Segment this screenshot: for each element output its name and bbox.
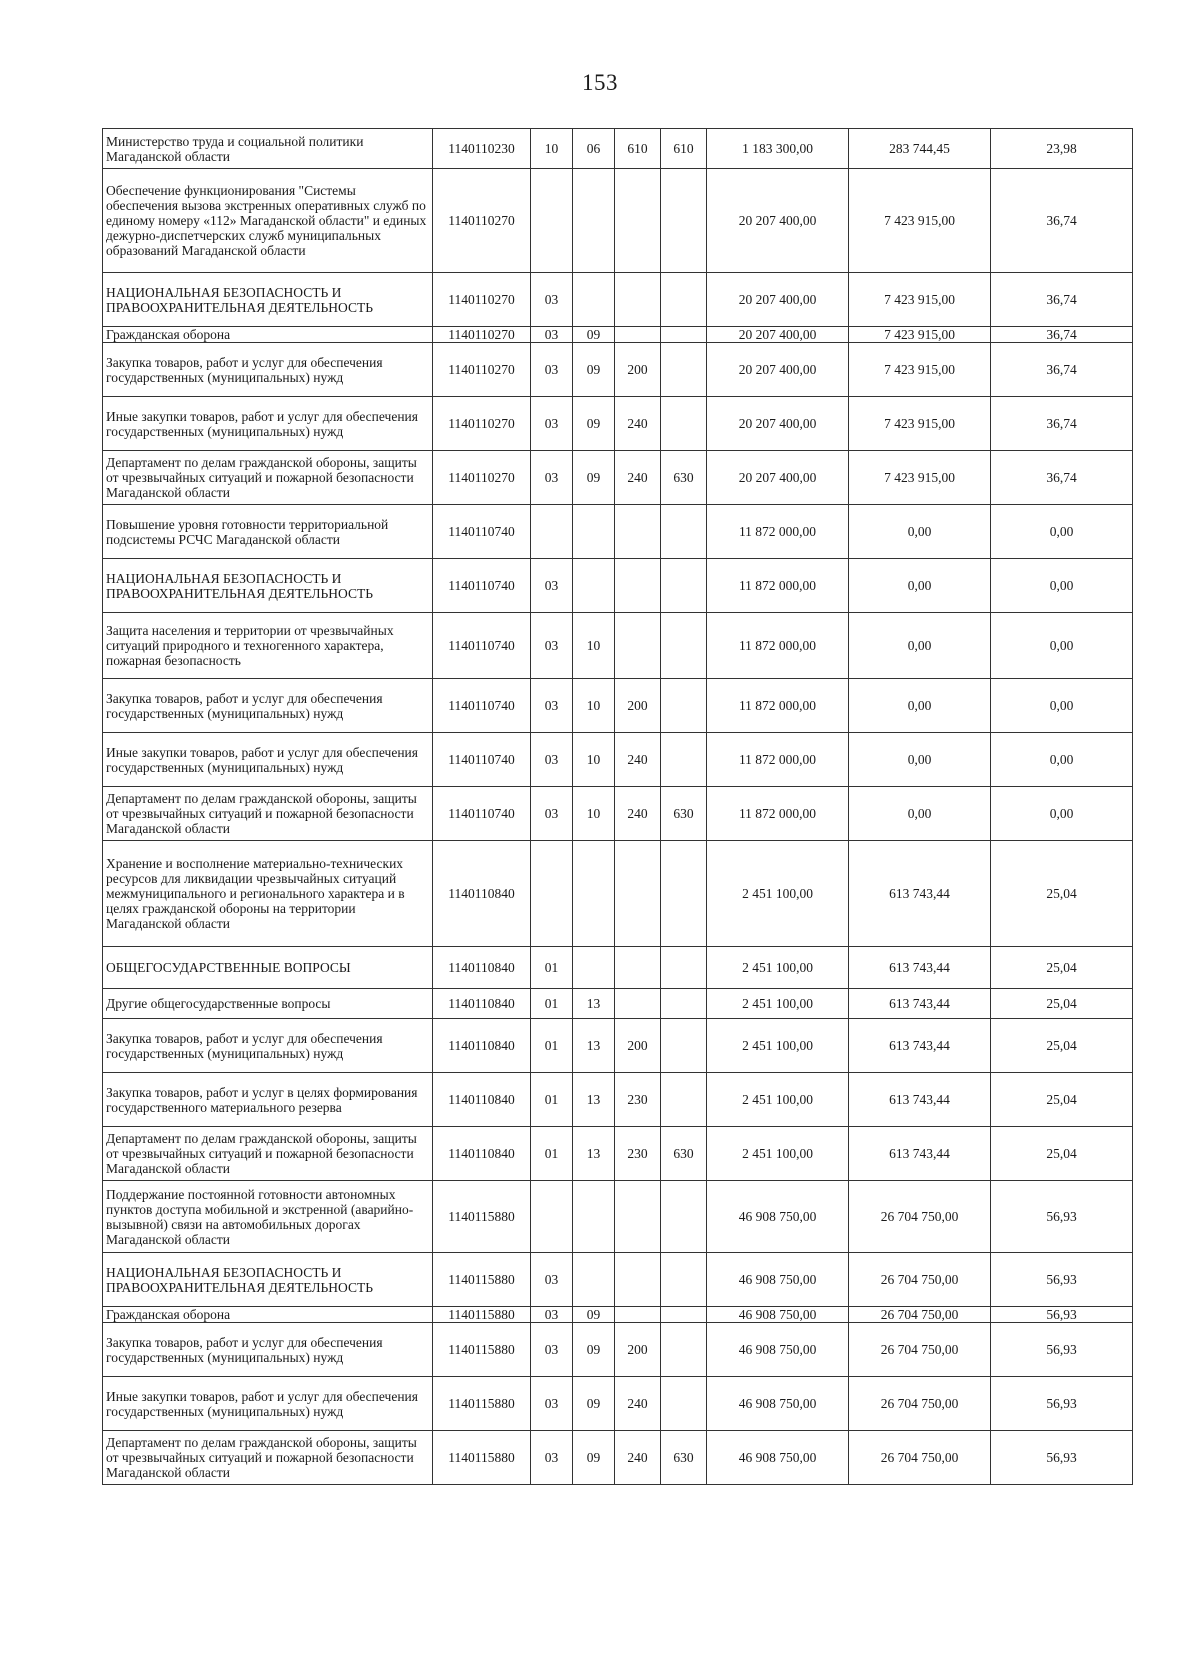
row-execution-percent: 56,93 — [991, 1431, 1133, 1485]
row-section: 03 — [531, 1323, 573, 1377]
row-target-code: 1140110270 — [433, 273, 531, 327]
row-name: НАЦИОНАЛЬНАЯ БЕЗОПАСНОСТЬ И ПРАВООХРАНИТЕЛЬНАЯ ДЕЯТЕЛЬНОСТЬ — [103, 559, 433, 613]
row-target-code: 1140110740 — [433, 733, 531, 787]
row-name: Повышение уровня готовности территориальной подсистемы РСЧС Магаданской области — [103, 505, 433, 559]
row-expense-type: 230 — [615, 1127, 661, 1181]
row-name: Иные закупки товаров, работ и услуг для обеспечения государственных (муниципальных) нужд — [103, 397, 433, 451]
table-row — [103, 559, 1133, 613]
row-target-code: 1140110840 — [433, 989, 531, 1019]
budget-table — [102, 128, 1133, 1485]
row-subsection: 13 — [573, 1019, 615, 1073]
table-row — [103, 343, 1133, 397]
row-plan-amount: 2 451 100,00 — [707, 1019, 849, 1073]
table-row — [103, 989, 1133, 1019]
row-actual-amount: 0,00 — [849, 613, 991, 679]
row-target-code: 1140110740 — [433, 613, 531, 679]
row-execution-percent: 56,93 — [991, 1181, 1133, 1253]
table-row — [103, 1127, 1133, 1181]
row-section: 01 — [531, 1127, 573, 1181]
row-subsection: 13 — [573, 989, 615, 1019]
row-plan-amount: 46 908 750,00 — [707, 1253, 849, 1307]
row-subsection: 10 — [573, 787, 615, 841]
row-execution-percent: 0,00 — [991, 733, 1133, 787]
row-plan-amount: 2 451 100,00 — [707, 1073, 849, 1127]
row-name: Департамент по делам гражданской обороны, защиты от чрезвычайных ситуаций и пожарной безопасности Магаданской области — [103, 1127, 433, 1181]
row-section: 03 — [531, 451, 573, 505]
row-name: Хранение и восполнение материально-технических ресурсов для ликвидации чрезвычайных ситуаций межмуниципального и регионального характера и в целях гражданской обороны на территории Магаданской области — [103, 841, 433, 947]
row-actual-amount: 0,00 — [849, 505, 991, 559]
row-section: 01 — [531, 1073, 573, 1127]
row-section: 01 — [531, 947, 573, 989]
row-execution-percent: 56,93 — [991, 1377, 1133, 1431]
row-actual-amount: 26 704 750,00 — [849, 1323, 991, 1377]
row-plan-amount: 20 207 400,00 — [707, 169, 849, 273]
row-expense-type: 240 — [615, 787, 661, 841]
row-name: Закупка товаров, работ и услуг для обеспечения государственных (муниципальных) нужд — [103, 1323, 433, 1377]
row-subsection: 09 — [573, 343, 615, 397]
row-plan-amount: 46 908 750,00 — [707, 1307, 849, 1323]
row-name: Поддержание постоянной готовности автономных пунктов доступа мобильной и экстренной (аварийно-вызывной) связи на автомобильных дорогах Магаданской области — [103, 1181, 433, 1253]
table-row — [103, 397, 1133, 451]
row-execution-percent: 25,04 — [991, 1127, 1133, 1181]
row-section: 03 — [531, 1253, 573, 1307]
page-number: 153 — [582, 70, 618, 95]
row-target-code: 1140110840 — [433, 947, 531, 989]
row-name: Департамент по делам гражданской обороны, защиты от чрезвычайных ситуаций и пожарной безопасности Магаданской области — [103, 787, 433, 841]
row-plan-amount: 11 872 000,00 — [707, 787, 849, 841]
table-row — [103, 1181, 1133, 1253]
row-target-code: 1140110270 — [433, 451, 531, 505]
row-execution-percent: 56,93 — [991, 1323, 1133, 1377]
row-plan-amount: 11 872 000,00 — [707, 679, 849, 733]
row-actual-amount: 26 704 750,00 — [849, 1181, 991, 1253]
row-name: Обеспечение функционирования "Системы обеспечения вызова экстренных оперативных служб по единому номеру «112» Магаданской области" и единых дежурно-диспетчерских служб муниципальных образований Магаданской области — [103, 169, 433, 273]
row-target-code: 1140110270 — [433, 343, 531, 397]
row-actual-amount: 26 704 750,00 — [849, 1307, 991, 1323]
row-target-code: 1140115880 — [433, 1431, 531, 1485]
row-actual-amount: 7 423 915,00 — [849, 327, 991, 343]
row-execution-percent: 25,04 — [991, 841, 1133, 947]
row-actual-amount: 283 744,45 — [849, 129, 991, 169]
row-administrator — [661, 169, 707, 273]
row-target-code: 1140110840 — [433, 841, 531, 947]
row-administrator — [661, 733, 707, 787]
row-execution-percent: 0,00 — [991, 679, 1133, 733]
row-actual-amount: 7 423 915,00 — [849, 273, 991, 327]
row-administrator — [661, 1323, 707, 1377]
row-execution-percent: 0,00 — [991, 559, 1133, 613]
row-expense-type — [615, 1307, 661, 1323]
row-target-code: 1140110270 — [433, 327, 531, 343]
row-subsection: 10 — [573, 679, 615, 733]
row-section: 01 — [531, 989, 573, 1019]
row-actual-amount: 7 423 915,00 — [849, 451, 991, 505]
row-section — [531, 169, 573, 273]
row-name: Департамент по делам гражданской обороны, защиты от чрезвычайных ситуаций и пожарной безопасности Магаданской области — [103, 1431, 433, 1485]
row-target-code: 1140110740 — [433, 559, 531, 613]
row-plan-amount: 46 908 750,00 — [707, 1181, 849, 1253]
row-name: Защита населения и территории от чрезвычайных ситуаций природного и техногенного характера, пожарная безопасность — [103, 613, 433, 679]
row-actual-amount: 0,00 — [849, 787, 991, 841]
row-expense-type — [615, 1253, 661, 1307]
row-expense-type — [615, 505, 661, 559]
row-actual-amount: 26 704 750,00 — [849, 1431, 991, 1485]
row-target-code: 1140110270 — [433, 169, 531, 273]
row-actual-amount: 0,00 — [849, 733, 991, 787]
row-actual-amount: 613 743,44 — [849, 841, 991, 947]
row-administrator — [661, 841, 707, 947]
row-execution-percent: 25,04 — [991, 1073, 1133, 1127]
row-actual-amount: 613 743,44 — [849, 989, 991, 1019]
row-section: 03 — [531, 1431, 573, 1485]
budget-table-body — [103, 129, 1133, 1485]
row-subsection: 09 — [573, 1323, 615, 1377]
row-section: 01 — [531, 1019, 573, 1073]
row-plan-amount: 20 207 400,00 — [707, 343, 849, 397]
row-name: Закупка товаров, работ и услуг для обеспечения государственных (муниципальных) нужд — [103, 343, 433, 397]
row-plan-amount: 11 872 000,00 — [707, 613, 849, 679]
row-administrator — [661, 327, 707, 343]
row-subsection — [573, 1253, 615, 1307]
table-row — [103, 451, 1133, 505]
row-subsection: 09 — [573, 1377, 615, 1431]
row-administrator — [661, 397, 707, 451]
row-subsection — [573, 947, 615, 989]
row-expense-type: 200 — [615, 679, 661, 733]
row-expense-type: 230 — [615, 1073, 661, 1127]
row-expense-type: 200 — [615, 343, 661, 397]
row-plan-amount: 46 908 750,00 — [707, 1431, 849, 1485]
row-name: Иные закупки товаров, работ и услуг для обеспечения государственных (муниципальных) нужд — [103, 733, 433, 787]
row-expense-type — [615, 169, 661, 273]
row-plan-amount: 46 908 750,00 — [707, 1323, 849, 1377]
row-subsection: 09 — [573, 1307, 615, 1323]
row-section: 03 — [531, 343, 573, 397]
row-plan-amount: 2 451 100,00 — [707, 989, 849, 1019]
table-row — [103, 733, 1133, 787]
row-expense-type — [615, 989, 661, 1019]
row-subsection: 06 — [573, 129, 615, 169]
row-administrator: 610 — [661, 129, 707, 169]
row-plan-amount: 11 872 000,00 — [707, 733, 849, 787]
row-expense-type — [615, 559, 661, 613]
table-row — [103, 1019, 1133, 1073]
row-subsection — [573, 1181, 615, 1253]
row-target-code: 1140110230 — [433, 129, 531, 169]
row-target-code: 1140110740 — [433, 505, 531, 559]
row-subsection: 09 — [573, 327, 615, 343]
row-subsection — [573, 559, 615, 613]
row-administrator — [661, 559, 707, 613]
row-name: Гражданская оборона — [103, 1307, 433, 1323]
table-row — [103, 679, 1133, 733]
row-target-code: 1140110840 — [433, 1127, 531, 1181]
row-administrator: 630 — [661, 1127, 707, 1181]
row-target-code: 1140110740 — [433, 679, 531, 733]
row-section — [531, 505, 573, 559]
row-administrator: 630 — [661, 451, 707, 505]
row-target-code: 1140110840 — [433, 1073, 531, 1127]
row-name: Гражданская оборона — [103, 327, 433, 343]
row-subsection — [573, 169, 615, 273]
row-execution-percent: 0,00 — [991, 613, 1133, 679]
row-section — [531, 841, 573, 947]
row-subsection: 09 — [573, 451, 615, 505]
row-execution-percent: 36,74 — [991, 343, 1133, 397]
row-administrator — [661, 1253, 707, 1307]
row-administrator — [661, 989, 707, 1019]
row-plan-amount: 20 207 400,00 — [707, 397, 849, 451]
row-expense-type: 240 — [615, 733, 661, 787]
row-execution-percent: 23,98 — [991, 129, 1133, 169]
row-target-code: 1140115880 — [433, 1181, 531, 1253]
row-plan-amount: 20 207 400,00 — [707, 273, 849, 327]
row-plan-amount: 2 451 100,00 — [707, 841, 849, 947]
row-plan-amount: 46 908 750,00 — [707, 1377, 849, 1431]
table-row — [103, 1431, 1133, 1485]
row-section: 03 — [531, 273, 573, 327]
row-name: Департамент по делам гражданской обороны, защиты от чрезвычайных ситуаций и пожарной безопасности Магаданской области — [103, 451, 433, 505]
table-row — [103, 1307, 1133, 1323]
row-plan-amount: 11 872 000,00 — [707, 559, 849, 613]
row-administrator — [661, 947, 707, 989]
table-row — [103, 613, 1133, 679]
row-name: Иные закупки товаров, работ и услуг для обеспечения государственных (муниципальных) нужд — [103, 1377, 433, 1431]
row-administrator — [661, 1307, 707, 1323]
row-actual-amount: 0,00 — [849, 679, 991, 733]
row-section: 03 — [531, 1307, 573, 1323]
row-plan-amount: 20 207 400,00 — [707, 327, 849, 343]
row-expense-type — [615, 613, 661, 679]
row-section: 03 — [531, 1377, 573, 1431]
row-actual-amount: 7 423 915,00 — [849, 343, 991, 397]
row-target-code: 1140110270 — [433, 397, 531, 451]
table-row — [103, 273, 1133, 327]
row-administrator — [661, 1377, 707, 1431]
row-actual-amount: 613 743,44 — [849, 947, 991, 989]
row-plan-amount: 11 872 000,00 — [707, 505, 849, 559]
row-plan-amount: 1 183 300,00 — [707, 129, 849, 169]
row-subsection: 13 — [573, 1073, 615, 1127]
row-expense-type — [615, 947, 661, 989]
row-execution-percent: 56,93 — [991, 1307, 1133, 1323]
row-administrator — [661, 1073, 707, 1127]
row-expense-type — [615, 273, 661, 327]
row-execution-percent: 36,74 — [991, 397, 1133, 451]
row-actual-amount: 26 704 750,00 — [849, 1253, 991, 1307]
table-row — [103, 169, 1133, 273]
table-row — [103, 841, 1133, 947]
row-administrator — [661, 505, 707, 559]
row-administrator: 630 — [661, 787, 707, 841]
row-name: Министерство труда и социальной политики Магаданской области — [103, 129, 433, 169]
row-section: 03 — [531, 559, 573, 613]
row-name: НАЦИОНАЛЬНАЯ БЕЗОПАСНОСТЬ И ПРАВООХРАНИТЕЛЬНАЯ ДЕЯТЕЛЬНОСТЬ — [103, 1253, 433, 1307]
row-expense-type: 200 — [615, 1019, 661, 1073]
row-section: 03 — [531, 397, 573, 451]
table-row — [103, 129, 1133, 169]
row-plan-amount: 2 451 100,00 — [707, 1127, 849, 1181]
table-row — [103, 327, 1133, 343]
row-expense-type — [615, 841, 661, 947]
row-administrator — [661, 613, 707, 679]
row-name: Закупка товаров, работ и услуг в целях формирования государственного материального резерва — [103, 1073, 433, 1127]
row-plan-amount: 20 207 400,00 — [707, 451, 849, 505]
row-administrator — [661, 273, 707, 327]
row-actual-amount: 26 704 750,00 — [849, 1377, 991, 1431]
row-subsection — [573, 505, 615, 559]
row-administrator — [661, 679, 707, 733]
row-target-code: 1140110840 — [433, 1019, 531, 1073]
row-target-code: 1140115880 — [433, 1307, 531, 1323]
row-plan-amount: 2 451 100,00 — [707, 947, 849, 989]
row-expense-type: 240 — [615, 397, 661, 451]
row-subsection: 09 — [573, 397, 615, 451]
row-execution-percent: 36,74 — [991, 273, 1133, 327]
table-row — [103, 947, 1133, 989]
row-subsection: 10 — [573, 733, 615, 787]
row-target-code: 1140115880 — [433, 1377, 531, 1431]
row-execution-percent: 25,04 — [991, 1019, 1133, 1073]
row-execution-percent: 25,04 — [991, 947, 1133, 989]
row-administrator — [661, 1181, 707, 1253]
row-section: 03 — [531, 613, 573, 679]
row-administrator — [661, 343, 707, 397]
table-row — [103, 1377, 1133, 1431]
row-name: Другие общегосударственные вопросы — [103, 989, 433, 1019]
row-target-code: 1140115880 — [433, 1323, 531, 1377]
row-execution-percent: 36,74 — [991, 327, 1133, 343]
row-section: 03 — [531, 679, 573, 733]
row-execution-percent: 36,74 — [991, 451, 1133, 505]
row-actual-amount: 613 743,44 — [849, 1019, 991, 1073]
row-administrator — [661, 1019, 707, 1073]
row-subsection: 10 — [573, 613, 615, 679]
table-row — [103, 1323, 1133, 1377]
row-subsection — [573, 841, 615, 947]
row-section: 03 — [531, 787, 573, 841]
row-expense-type — [615, 327, 661, 343]
row-expense-type: 200 — [615, 1323, 661, 1377]
row-target-code: 1140115880 — [433, 1253, 531, 1307]
table-row — [103, 1253, 1133, 1307]
row-section: 03 — [531, 733, 573, 787]
row-execution-percent: 36,74 — [991, 169, 1133, 273]
row-section: 10 — [531, 129, 573, 169]
row-actual-amount: 0,00 — [849, 559, 991, 613]
row-actual-amount: 613 743,44 — [849, 1073, 991, 1127]
row-expense-type: 240 — [615, 1431, 661, 1485]
table-row — [103, 505, 1133, 559]
row-name: Закупка товаров, работ и услуг для обеспечения государственных (муниципальных) нужд — [103, 679, 433, 733]
row-expense-type: 240 — [615, 1377, 661, 1431]
row-subsection: 09 — [573, 1431, 615, 1485]
row-name: НАЦИОНАЛЬНАЯ БЕЗОПАСНОСТЬ И ПРАВООХРАНИТЕЛЬНАЯ ДЕЯТЕЛЬНОСТЬ — [103, 273, 433, 327]
row-execution-percent: 56,93 — [991, 1253, 1133, 1307]
row-subsection: 13 — [573, 1127, 615, 1181]
row-section: 03 — [531, 327, 573, 343]
row-target-code: 1140110740 — [433, 787, 531, 841]
row-execution-percent: 0,00 — [991, 787, 1133, 841]
row-subsection — [573, 273, 615, 327]
row-execution-percent: 25,04 — [991, 989, 1133, 1019]
table-row — [103, 1073, 1133, 1127]
row-name: ОБЩЕГОСУДАРСТВЕННЫЕ ВОПРОСЫ — [103, 947, 433, 989]
row-expense-type: 240 — [615, 451, 661, 505]
row-actual-amount: 7 423 915,00 — [849, 169, 991, 273]
row-section — [531, 1181, 573, 1253]
row-actual-amount: 613 743,44 — [849, 1127, 991, 1181]
table-row — [103, 787, 1133, 841]
row-name: Закупка товаров, работ и услуг для обеспечения государственных (муниципальных) нужд — [103, 1019, 433, 1073]
row-administrator: 630 — [661, 1431, 707, 1485]
row-actual-amount: 7 423 915,00 — [849, 397, 991, 451]
row-execution-percent: 0,00 — [991, 505, 1133, 559]
row-expense-type: 610 — [615, 129, 661, 169]
row-expense-type — [615, 1181, 661, 1253]
